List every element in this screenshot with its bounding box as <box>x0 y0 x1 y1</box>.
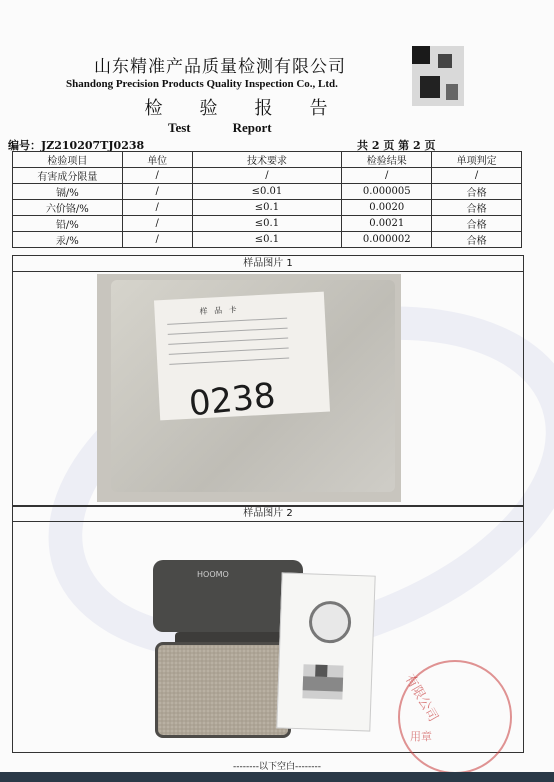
brake-pad-brand: HOOMO <box>197 570 229 579</box>
stamp-text-use: 用章 <box>410 730 432 743</box>
org-name-en: Shandong Precision Products Quality Inspection Co., Ltd. <box>66 78 338 90</box>
product-box <box>276 572 375 731</box>
table-cell: 合格 <box>432 216 522 232</box>
title-char: 检 <box>144 98 163 119</box>
table-cell: ≤0.1 <box>192 216 342 232</box>
table-cell: / <box>122 216 192 232</box>
bottom-bar <box>0 772 554 782</box>
card-line <box>168 338 288 345</box>
title-cn <box>126 94 346 120</box>
title-en-word: Test <box>168 120 191 135</box>
table-cell: 0.0020 <box>342 200 432 216</box>
table-cell: 镉/% <box>13 184 123 200</box>
table-header-cell: 检验结果 <box>342 152 432 168</box>
table-cell: 有害成分限量 <box>13 168 123 184</box>
table-cell: / <box>122 168 192 184</box>
card-line <box>169 358 289 365</box>
table-cell: / <box>122 200 192 216</box>
title-char: 报 <box>254 98 273 119</box>
table-cell: / <box>122 232 192 248</box>
qr-code-redacted <box>412 46 464 106</box>
photo-1-label: 样品图片 1 <box>12 255 524 272</box>
sample-photo-2 <box>113 538 418 748</box>
card-line <box>167 318 287 325</box>
table-cell: / <box>192 168 342 184</box>
table-header-row <box>13 152 522 168</box>
title-char: 告 <box>309 98 328 119</box>
table-cell: 0.000002 <box>342 232 432 248</box>
page-count: 共 2 页 第 2 页 <box>357 139 436 152</box>
brake-pad-front <box>155 642 291 738</box>
title-en <box>168 120 272 136</box>
title-char: 验 <box>199 98 218 119</box>
title-en-word: Report <box>232 120 272 135</box>
end-of-report-note: --------以下空白-------- <box>233 762 321 772</box>
table-header-cell: 单位 <box>122 152 192 168</box>
table-cell: ≤0.1 <box>192 200 342 216</box>
handwritten-number: 0238 <box>187 375 278 425</box>
table-row <box>13 184 522 200</box>
table-row <box>13 232 522 248</box>
table-cell: 0.000005 <box>342 184 432 200</box>
table-header-cell: 检验项目 <box>13 152 123 168</box>
table-cell: / <box>432 168 522 184</box>
table-cell: 0.0021 <box>342 216 432 232</box>
sample-card-title: 样 品 卡 <box>199 305 239 317</box>
org-name-cn: 山东精准产品质量检测有限公司 <box>94 57 346 77</box>
card-line <box>168 328 288 335</box>
box-seal-icon <box>308 600 351 643</box>
table-cell: ≤0.1 <box>192 232 342 248</box>
sample-photo-1 <box>97 274 401 502</box>
table-cell: ≤0.01 <box>192 184 342 200</box>
table-cell: 汞/% <box>13 232 123 248</box>
table-cell: 六价铬/% <box>13 200 123 216</box>
table-cell: 合格 <box>432 232 522 248</box>
stamp-text: 有限公司 <box>401 672 441 725</box>
table-header-cell: 技术要求 <box>192 152 342 168</box>
report-number: 编号：JZ210207TJ0238 <box>8 139 145 152</box>
table-cell: / <box>342 168 432 184</box>
table-header-cell: 单项判定 <box>432 152 522 168</box>
table-cell: 合格 <box>432 200 522 216</box>
table-cell: 合格 <box>432 184 522 200</box>
table-cell: / <box>122 184 192 200</box>
photo-2-label: 样品图片 2 <box>12 505 524 522</box>
box-redacted-code <box>302 664 343 699</box>
table-row <box>13 200 522 216</box>
results-table <box>12 151 522 248</box>
card-line <box>169 348 289 355</box>
table-row <box>13 216 522 232</box>
table-row <box>13 168 522 184</box>
table-cell: 铅/% <box>13 216 123 232</box>
